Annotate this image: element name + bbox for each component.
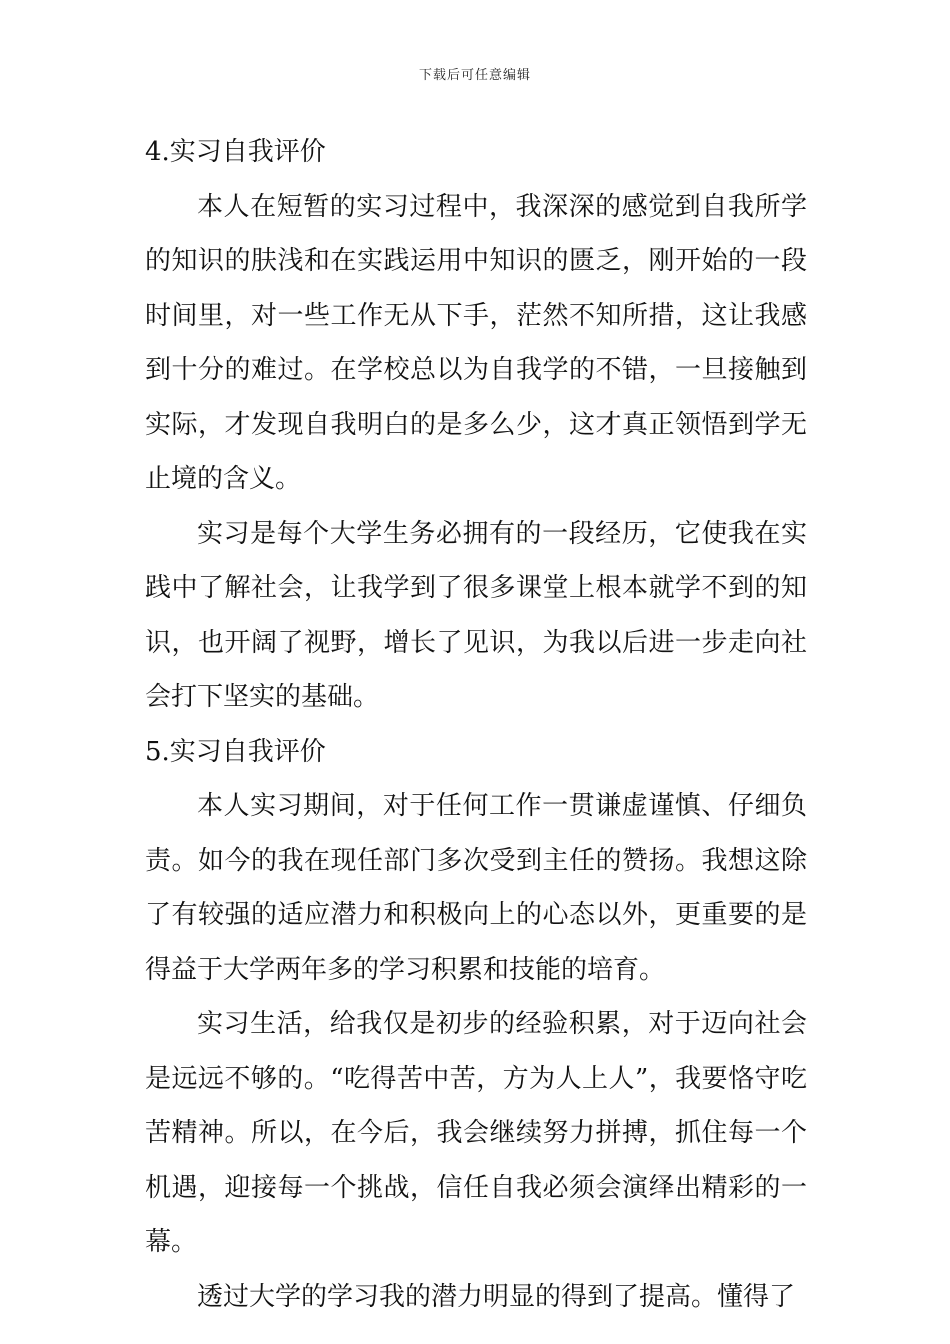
paragraph: 本人实习期间，对于任何工作一贯谦虚谨慎、仔细负责。如今的我在现任部门多次受到主任的赞扬。我想这除了有较强的适应潜力和积极向上的心态以外，更重要的是得益于大学两年多的学习积累和技能的培育。 [145,791,807,985]
paragraph: 透过大学的学习我的潜力明显的得到了提高。懂得了 [197,1281,796,1312]
paragraph: 实习生活，给我仅是初步的经验积累，对于迈向社会是远远不够的。“吃得苦中苦，方为人上人”，我要恪守吃苦精神。所以，在今后，我会继续努力拼搏，抓住每一个机遇，迎接每一个挑战，信任自我必须会演绎出精彩的一幕。 [145,1009,807,1257]
section-heading: 5.实习自我评价 [145,736,326,767]
page-header-note: 下载后可任意编辑 [418,68,531,83]
section-4 [145,125,807,725]
document-body [145,125,807,1324]
section-5 [145,725,807,1325]
paragraph: 本人在短暂的实习过程中，我深深的感觉到自我所学的知识的肤浅和在实践运用中知识的匮乏，刚开始的一段时间里，对一些工作无从下手，茫然不知所措，这让我感到十分的难过。在学校总以为自我学的不错，一旦接触到实际，才发现自我明白的是多么少，这才真正领悟到学无止境的含义。 [145,191,807,494]
paragraph: 实习是每个大学生务必拥有的一段经历，它使我在实践中了解社会，让我学到了很多课堂上根本就学不到的知识，也开阔了视野，增长了见识，为我以后进一步走向社会打下坚实的基础。 [145,518,807,712]
section-heading: 4.实习自我评价 [145,137,326,167]
